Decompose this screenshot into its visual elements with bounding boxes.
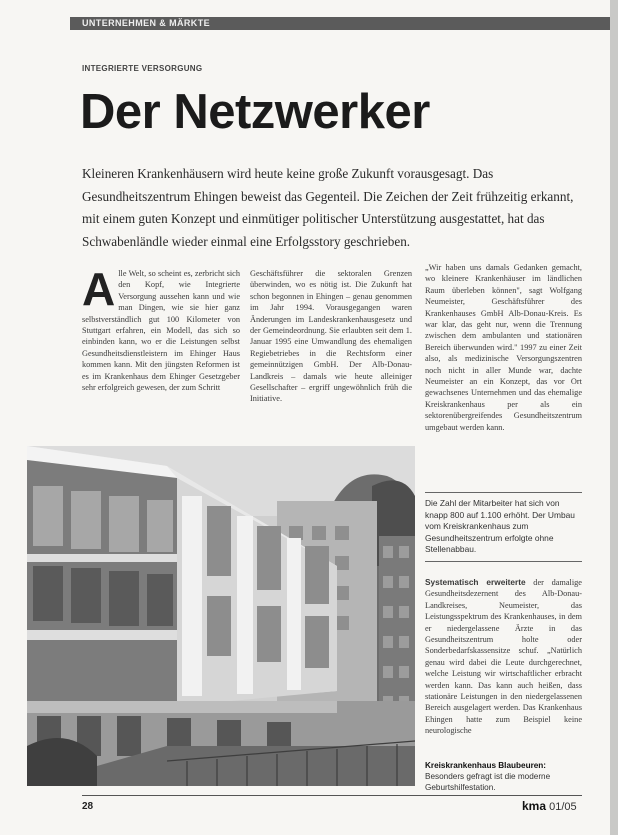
article-kicker: INTEGRIERTE VERSORGUNG xyxy=(82,64,203,73)
drop-cap: A xyxy=(82,263,116,315)
paragraph-lead-in: Systematisch erweiterte xyxy=(425,577,526,587)
info-box-divider xyxy=(425,561,582,562)
section-header-bar xyxy=(70,17,610,30)
section-label: UNTERNEHMEN & MÄRKTE xyxy=(82,18,210,28)
caption-text: Besonders gefragt ist die moderne Geburtshilfestation. xyxy=(425,772,551,793)
article-column-3 xyxy=(425,262,582,433)
column-3-text: „Wir haben uns damals Gedanken gemacht, wo kleinere Krankenhäuser im ländlichen Raum überleben können", sagt Wolfgang Neumeister, Geschäftsführer des Krankenhauses GmbH Alb-Donau-Kreis. Es war klar, das geht nur, wenn die Trennung zwischen dem ambulanten und stationären Bereich überwunden wird." 1997 zu einer Zeit also, als medizinische Versorgungszentren noch nicht in aller Munde war, dachte Neumeister an ein Konzept, das vor Ort gewachsenes Unternehmen und das ehemalige Kreiskrankenhaus per als ein sektorenübergreifendes Gesundheitszentrum umgebaut werden kann. xyxy=(425,263,582,432)
photo-caption xyxy=(425,760,582,794)
paragraph-text: der damalige Gesundheitsdezernent des Alb-Donau-Landkreises, Neumeister, das Leistungsspektrum des Krankenhauses, in dem er niedergelassene Ärzte in das Gesundheitszentrum holte oder Sonderbedarfskassensitze schuf. „Natürlich genau wird dabei die Leute durchgerechnet, welche Leistung wir wirtschaftlicher erbracht werden kann. Das kann auch heißen, dass stationäre Leistungen in den niedergelassenen Bereich ausgelagert werden. Das Krankenhaus Ehingen hatte zum Beispiel keine neurologische xyxy=(425,578,582,736)
page-edge-shadow xyxy=(610,0,618,835)
article-lead: Kleineren Krankenhäusern wird heute keine große Zukunft vorausgesagt. Das Gesundheitszentrum Ehingen beweist das Gegenteil. Die Zeichen der Zeit frühzeitig erkannt, mit einem guten Konzept und einmütiger politischer Unterstützung ausgestattet, hat das Schwabenländle wieder einmal eine Erfolgsstory geschrieben. xyxy=(82,166,574,249)
article-headline: Der Netzwerker xyxy=(80,85,430,139)
column-2-text: Geschäftsführer die sektoralen Grenzen überwinden, wo es nötig ist. Die Zukunft hat schon begonnen in Ehingen – genau genommen im Jahr 1994. Vorausgegangen waren Änderungen im Landeskrankenhausgesetz und der Gemeindeordnung. Sie erlaubten seit dem 1. Januar 1995 eine Umwandlung des ehemaligen Regiebetriebes in die Rechtsform einer gemeinnützigen GmbH. Der Alb-Donau-Landkreis – damals wie heute alleiniger Gesellschafter – ergriff ungewöhnlich früh die Initiative. xyxy=(250,269,412,404)
article-column-3-continued xyxy=(425,577,582,737)
column-1-text: lle Welt, so scheint es, zerbricht sich den Kopf, wie Integrierte Versorgung aussehen kann und wie man Dingen, wie sie hier ganz selbstverständlich gut 100 Kilometer von Stuttgart erfahren, ein Modell, das sich so einbinden kann, wo er die Leistungen selbst Gesundheitsdienstleistern im Ehinger Haus kommen kann. Mit den jüngsten Reformen ist es im Krankenhaus dem Ehinger Gesetzgeber sehr erfolgreich gewesen, der zum Schritt xyxy=(82,269,240,393)
info-box: Die Zahl der Mitarbeiter hat sich von knapp 800 auf 1.100 erhöht. Der Umbau vom Kreiskrankenhaus zum Gesundheitszentrum erfolgte ohne Stellenabbau. xyxy=(425,492,582,556)
hospital-building-photo xyxy=(27,446,415,786)
issue-number: 01/05 xyxy=(549,801,577,813)
magazine-footer xyxy=(522,799,577,813)
caption-lead-in: Kreiskrankenhaus Blaubeuren: xyxy=(425,761,547,770)
article-column-2 xyxy=(250,268,412,405)
article-column-1 xyxy=(82,263,240,393)
magazine-name: kma xyxy=(522,799,547,813)
footer-divider xyxy=(82,795,582,796)
page-number: 28 xyxy=(82,801,94,812)
